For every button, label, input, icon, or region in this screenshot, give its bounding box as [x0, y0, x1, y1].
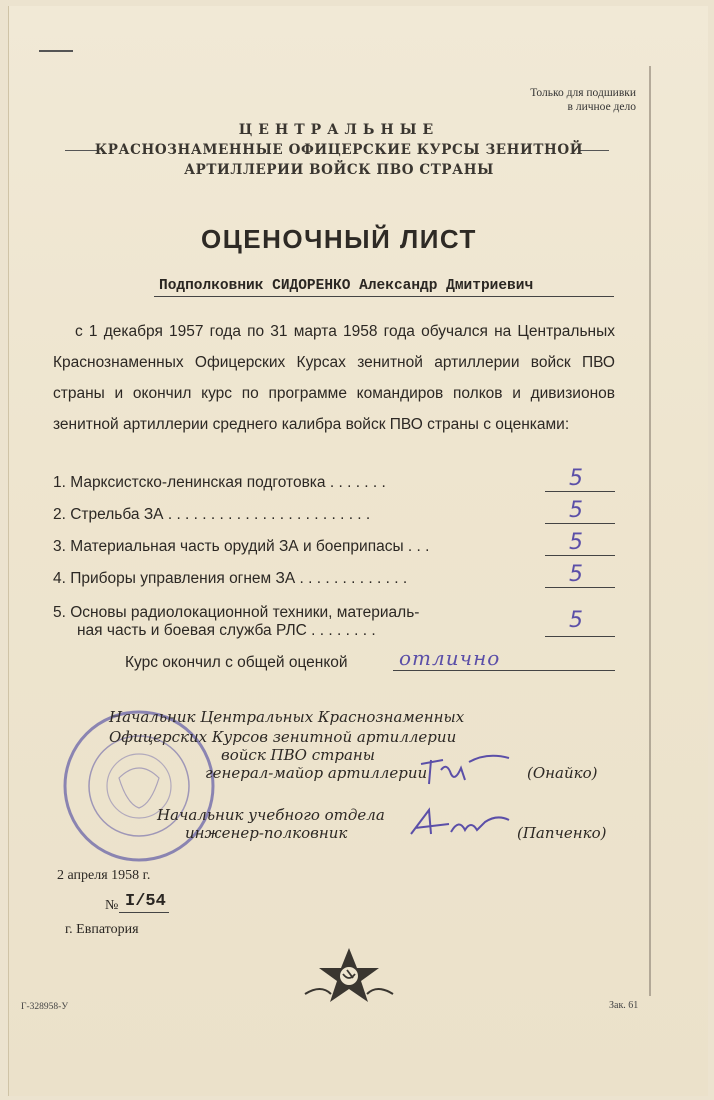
- subject-label-cont: ная часть и боевая служба РЛС . . . . . . . .: [77, 622, 376, 639]
- body-paragraph: с 1 декабря 1957 года по 31 марта 1958 года обучался на Центральных Краснознаменных Офицерских Курсах зенитной артиллерии войск ПВО страны и окончил курс по программе командиров полков и дивизионов зенитной артиллерии среднего калибра войск ПВО страны с оценками:: [53, 323, 615, 433]
- grade-line: [545, 555, 615, 556]
- subject-label: 2. Стрельба ЗА . . . . . . . . . . . . . . . . . . . . . . . .: [53, 506, 371, 523]
- document-number: I/54: [125, 892, 166, 911]
- body-text: [53, 316, 615, 440]
- footer-print-code: Г-328958-У: [21, 1002, 69, 1012]
- header-line-2: КРАСНОЗНАМЕННЫЕ ОФИЦЕРСКИЕ КУРСЫ ЗЕНИТНОЙ: [94, 142, 584, 158]
- issue-date: 2 апреля 1958 г.: [57, 868, 151, 883]
- person-rule: [154, 296, 614, 297]
- number-label: №: [105, 898, 119, 913]
- filing-note-line-1: Только для подшивки: [530, 87, 636, 99]
- corner-mark: [39, 50, 73, 52]
- grade-line: [545, 587, 615, 588]
- final-grade-rule: [393, 670, 615, 671]
- number-rule: [119, 912, 169, 913]
- filing-note: [530, 86, 636, 114]
- signature-chief-line-4: генерал-майор артиллерии: [205, 764, 428, 782]
- issue-city: г. Евпатория: [65, 922, 139, 937]
- signature-chief-line-1: Начальник Центральных Краснознаменных: [109, 708, 465, 726]
- signature-chief-icon: [417, 750, 517, 790]
- subject-grade: 5: [569, 498, 583, 523]
- grade-line: [545, 491, 615, 492]
- header-line-3: АРТИЛЛЕРИИ ВОЙСК ПВО СТРАНЫ: [184, 162, 494, 178]
- grade-line: [545, 523, 615, 524]
- signature-dept-line-2: инженер-полковник: [185, 824, 348, 842]
- grade-line: [545, 636, 615, 637]
- footer-order-number: Зак. 61: [609, 1000, 639, 1011]
- signature-dept-icon: [405, 804, 515, 842]
- signature-chief-name: (Онайко): [527, 764, 598, 782]
- filing-note-line-2: в личное дело: [567, 101, 636, 113]
- final-grade-value: отлично: [399, 646, 501, 670]
- person-name: Подполковник СИДОРЕНКО Александр Дмитриевич: [159, 278, 534, 294]
- star-emblem-icon: [299, 944, 399, 1006]
- final-grade-label: Курс окончил с общей оценкой: [125, 654, 348, 671]
- fold-line: [649, 66, 651, 996]
- signature-dept-line-1: Начальник учебного отдела: [157, 806, 385, 824]
- subject-label: 5. Основы радиолокационной техники, материаль-: [53, 604, 420, 621]
- document-title: ОЦЕНОЧНЫЙ ЛИСТ: [201, 224, 477, 254]
- subject-label: 3. Материальная часть орудий ЗА и боеприпасы . . .: [53, 538, 430, 555]
- subject-label: 1. Марксистско-ленинская подготовка . . . . . . .: [53, 474, 386, 491]
- header-line-1: ЦЕНТРАЛЬНЫЕ: [238, 122, 440, 138]
- subject-label: 4. Приборы управления огнем ЗА . . . . . . . . . . . . .: [53, 570, 408, 587]
- subject-grade: 5: [569, 608, 583, 633]
- signature-dept-name: (Папченко): [517, 824, 607, 842]
- signature-chief-line-2: Офицерских Курсов зенитной артиллерии: [109, 728, 457, 746]
- subject-grade: 5: [569, 530, 583, 555]
- subject-grade: 5: [569, 562, 583, 587]
- signature-chief-line-3: войск ПВО страны: [221, 746, 375, 764]
- document-sheet: [8, 6, 708, 1096]
- subject-grade: 5: [569, 466, 583, 491]
